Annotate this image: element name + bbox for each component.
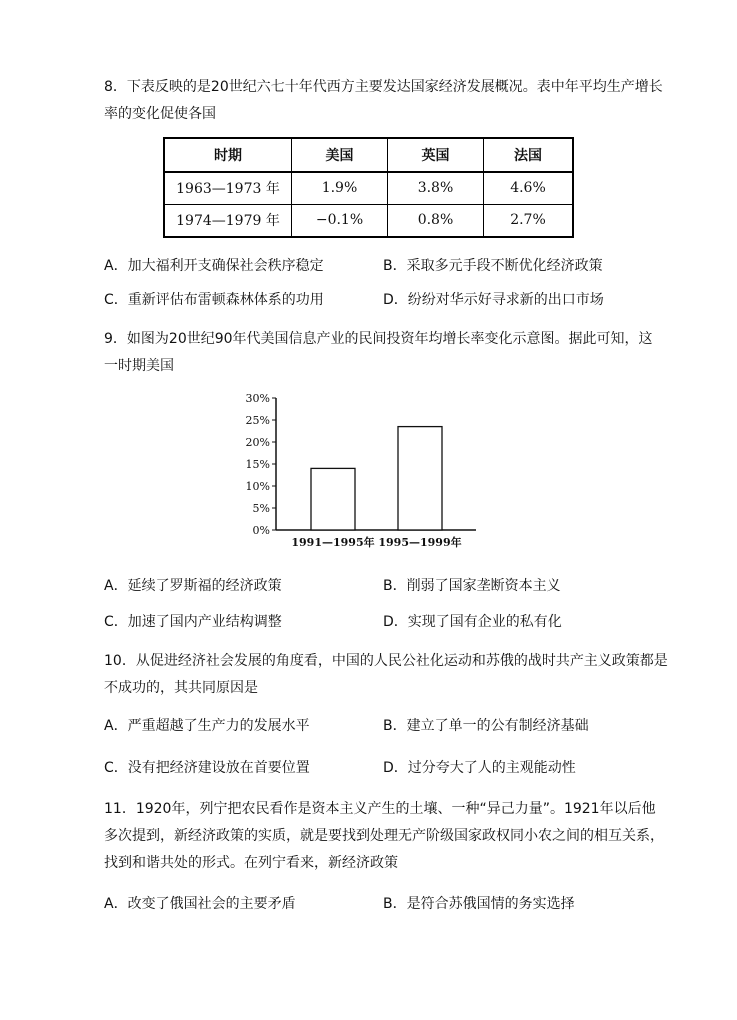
table-header-cell: 英国 xyxy=(388,138,484,172)
table-cell: 4.6% xyxy=(484,172,574,205)
bar xyxy=(311,468,355,530)
y-tick-label: 5% xyxy=(252,502,270,515)
x-tick-label: 1991—1995年 xyxy=(291,536,375,549)
investment-growth-chart xyxy=(236,386,496,552)
table-header-cell: 法国 xyxy=(484,138,574,172)
bar xyxy=(398,427,442,530)
y-tick-label: 30% xyxy=(245,392,270,405)
q11-option-b[interactable]: B．是符合苏俄国情的务实选择 xyxy=(383,896,575,912)
q8-option-c[interactable]: C．重新评估布雷顿森林体系的功用 xyxy=(104,292,324,308)
q10-option-c[interactable]: C．没有把经济建设放在首要位置 xyxy=(104,760,310,776)
table-row xyxy=(164,204,573,237)
q8-option-a[interactable]: A．加大福利开支确保社会秩序稳定 xyxy=(104,258,324,274)
table-header-cell: 美国 xyxy=(292,138,388,172)
q10-option-d[interactable]: D．过分夸大了人的主观能动性 xyxy=(383,760,576,776)
y-tick-label: 10% xyxy=(245,480,270,493)
q8-option-d[interactable]: D．纷纷对华示好寻求新的出口市场 xyxy=(383,292,604,308)
q10-option-b[interactable]: B．建立了单一的公有制经济基础 xyxy=(383,718,589,734)
table-cell: 2.7% xyxy=(484,204,574,237)
question-10-stem: 10．从促进经济社会发展的角度看，中国的人民公社化运动和苏俄的战时共产主义政策都是不成功的，其共同原因是 xyxy=(104,653,668,696)
q11-option-a[interactable]: A．改变了俄国社会的主要矛盾 xyxy=(104,896,296,912)
table-row xyxy=(164,172,573,205)
q8-option-b[interactable]: B．采取多元手段不断优化经济政策 xyxy=(383,258,603,274)
table-cell: 1963—1973 年 xyxy=(164,172,292,205)
x-tick-label: 1995—1999年 xyxy=(378,536,462,549)
y-tick-label: 20% xyxy=(245,436,270,449)
q10-option-a[interactable]: A．严重超越了生产力的发展水平 xyxy=(104,718,310,734)
y-tick-label: 0% xyxy=(252,524,270,537)
y-tick-label: 15% xyxy=(245,458,270,471)
table-cell: 1.9% xyxy=(292,172,388,205)
q9-option-d[interactable]: D．实现了国有企业的私有化 xyxy=(383,614,562,630)
q9-option-a[interactable]: A．延续了罗斯福的经济政策 xyxy=(104,578,282,594)
q9-option-b[interactable]: B．削弱了国家垄断资本主义 xyxy=(383,578,561,594)
question-8-stem: 8．下表反映的是20世纪六七十年代西方主要发达国家经济发展概况。表中年平均生产增长率的变化促使各国 xyxy=(104,79,663,122)
table-cell: 1974—1979 年 xyxy=(164,204,292,237)
question-11-stem: 11．1920年，列宁把农民看作是资本主义产生的土壤、一种“异己力量”。1921年以后他多次提到，新经济政策的实质，就是要找到处理无产阶级国家政权同小农之间的相互关系，找到和谐共处的形式。在列宁看来，新经济政策 xyxy=(104,801,664,871)
table-cell: 0.8% xyxy=(388,204,484,237)
question-9-stem: 9．如图为20世纪90年代美国信息产业的民间投资年均增长率变化示意图。据此可知，这一时期美国 xyxy=(104,331,653,374)
y-tick-label: 25% xyxy=(245,414,270,427)
table-header-cell: 时期 xyxy=(164,138,292,172)
table-cell: −0.1% xyxy=(292,204,388,237)
table-cell: 3.8% xyxy=(388,172,484,205)
growth-table xyxy=(163,137,574,238)
q9-option-c[interactable]: C．加速了国内产业结构调整 xyxy=(104,614,282,630)
table-header-row xyxy=(164,138,573,172)
